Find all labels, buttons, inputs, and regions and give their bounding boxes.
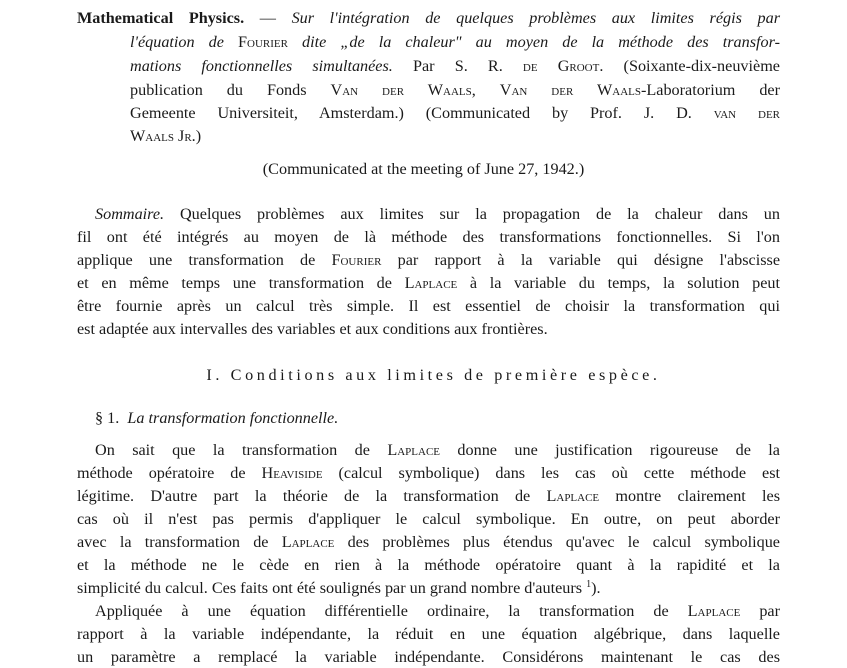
sommaire-line-3: applique une transformation de Fourier par rapport à la variable qui désigne l'abscisse	[77, 251, 780, 269]
sommaire-line-5: être fournie après un calcul très simple. Il est essentiel de choisir la transformation qui	[77, 297, 780, 315]
publication-line-2: Gemeente Universiteit, Amsterdam.) (Communicated by Prof. J. D. van der	[130, 104, 780, 122]
sommaire-line-1: Sommaire. Quelques problèmes aux limites sur la propagation de la chaleur dans un	[95, 205, 780, 223]
subsection-number: § 1.	[95, 409, 120, 427]
article-title-line-2: l'équation de Fourier dite „de la chaleur" au moyen de la méthode des transfor-	[130, 33, 780, 51]
dash: —	[259, 9, 276, 27]
body-line-2: méthode opératoire de Heaviside (calcul symbolique) dans les cas où cette méthode est	[77, 464, 780, 482]
communicated-date: (Communicated at the meeting of June 27, 1942.)	[262, 160, 585, 178]
body-line-6: et la méthode ne le cède en rien à la méthode opératoire quant à la rapidité et la	[77, 556, 780, 574]
sommaire-line-6: est adaptée aux intervalles des variables et aux conditions aux frontières.	[77, 320, 548, 338]
publication-line-1: publication du Fonds Van der Waals, Van der Waals-Laboratorium der	[130, 81, 781, 99]
subsection-heading	[95, 407, 338, 429]
article-title-line-1	[77, 7, 780, 29]
title-text: Sur l'intégration de quelques problèmes aux limites régis par	[291, 9, 780, 27]
body-line-5: avec la transformation de Laplace des problèmes plus étendus qu'avec le calcul symbolique	[77, 533, 780, 551]
body-line-3: légitime. D'autre part la théorie de la transformation de Laplace montre clairement les	[77, 487, 780, 505]
name-fourier: Fourier	[238, 33, 288, 51]
article-title-line-3: mations fonctionnelles simultanées. Par S. R. de Groot. (Soixante-dix-neuvième	[130, 57, 780, 75]
subsection-title: La transformation fonctionnelle.	[127, 409, 339, 427]
field-label: Mathematical Physics.	[77, 9, 245, 27]
body-line-9: rapport à la variable indépendante, la réduit en une équation algébrique, dans laquelle	[77, 625, 780, 643]
body-line-4: cas où il n'est pas permis d'appliquer le calcul symbolique. En outre, on peut aborder	[77, 510, 780, 528]
body-line-8: Appliquée à une équation différentielle ordinaire, la transformation de Laplace par	[95, 602, 780, 620]
section-heading: I. Conditions aux limites de première espèce.	[206, 366, 661, 384]
sommaire-line-2: fil ont été intégrés au moyen de là méthode des transformations fonctionnelles. Si l'on	[77, 228, 780, 246]
body-line-7: simplicité du calcul. Ces faits ont été soulignés par un grand nombre d'auteurs $^1$).	[77, 579, 601, 597]
body-line-1: On sait que la transformation de Laplace donne une justification rigoureuse de la	[95, 441, 780, 459]
author-name: de Groot	[522, 57, 600, 75]
footnote-ref[interactable]: 1	[586, 579, 592, 590]
publication-line-3: Waals Jr.)	[130, 127, 202, 145]
sommaire-line-4: et en même temps une transformation de Laplace à la variable du temps, la solution peut	[77, 274, 780, 292]
body-line-10: un paramètre a remplacé la variable indépendante. Considérons maintenant le cas des	[77, 648, 780, 666]
sommaire-label: Sommaire.	[95, 205, 165, 223]
